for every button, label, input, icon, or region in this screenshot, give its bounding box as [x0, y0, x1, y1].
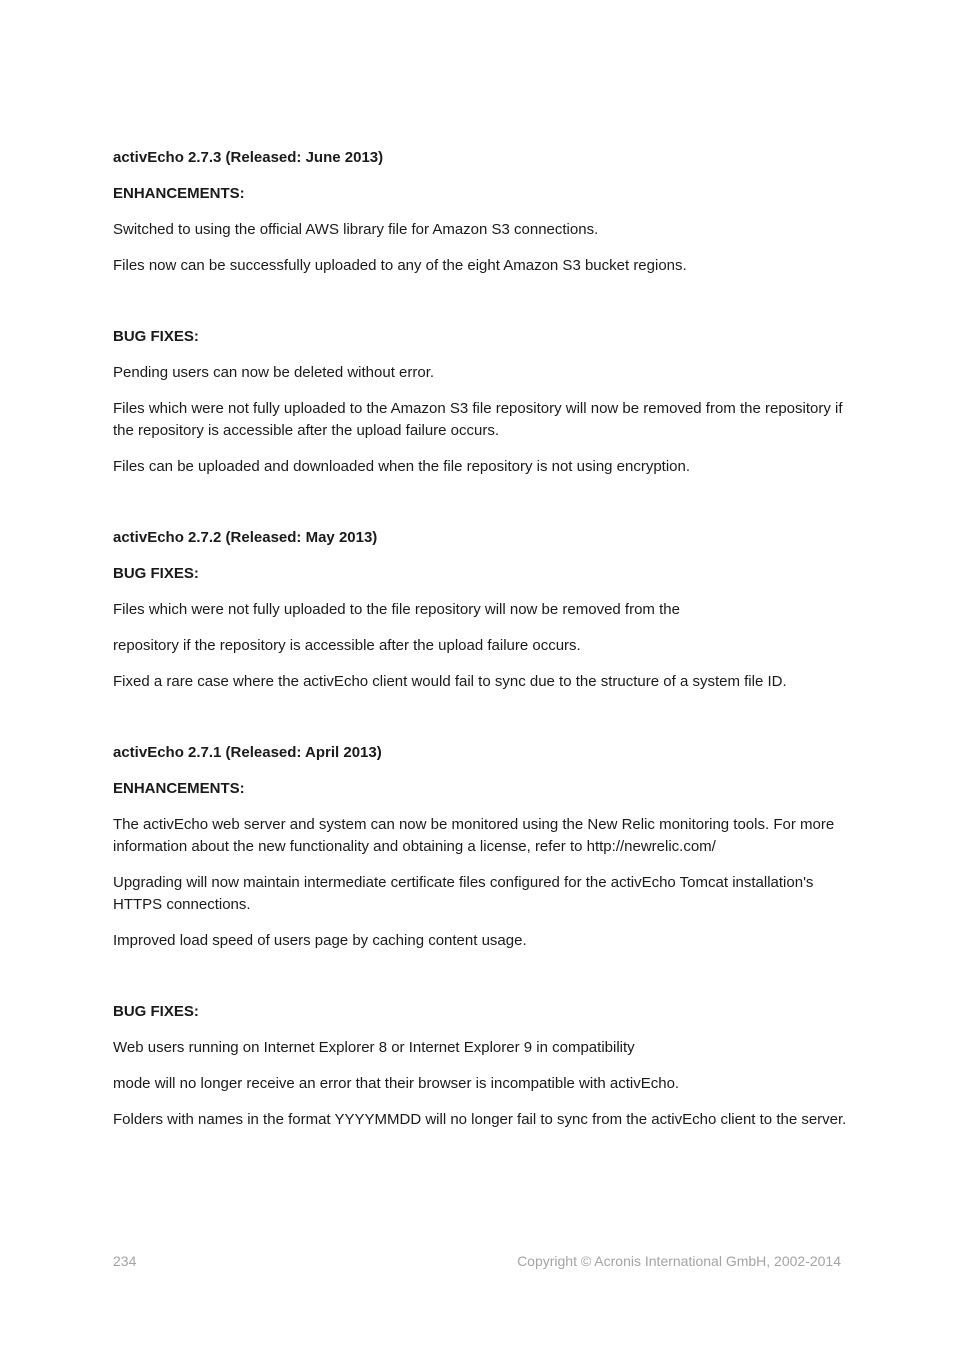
bug-fix-item: Fixed a rare case where the activEcho client would fail to sync due to the structure of a system file ID. — [113, 673, 787, 690]
page-content — [113, 147, 848, 1145]
enhancement-item: Upgrading will now maintain intermediate certificate files configured for the activEcho Tomcat installation's HTTPS connections. — [113, 874, 814, 913]
release-heading: activEcho 2.7.1 (Released: April 2013) — [113, 744, 382, 761]
enhancements-label: ENHANCEMENTS: — [113, 780, 245, 797]
bug-fix-item: Pending users can now be deleted without error. — [113, 364, 435, 381]
release-heading: activEcho 2.7.2 (Released: May 2013) — [113, 529, 378, 546]
bug-fix-item: Files which were not fully uploaded to the file repository will now be removed from the — [113, 601, 680, 618]
page-footer — [113, 1251, 841, 1271]
enhancement-item: Switched to using the official AWS library file for Amazon S3 connections. — [113, 221, 599, 238]
release-section-2-7-3 — [113, 147, 848, 478]
copyright-notice: Copyright © Acronis International GmbH, 2002-2014 — [517, 1253, 841, 1269]
bug-fix-item: Files which were not fully uploaded to the Amazon S3 file repository will now be removed from the repository if the repository is accessible after the upload failure occurs. — [113, 400, 843, 439]
bug-fixes-label: BUG FIXES: — [113, 565, 199, 582]
bug-fixes-label: BUG FIXES: — [113, 1003, 199, 1020]
page-number: 234 — [113, 1253, 137, 1269]
release-section-2-7-2 — [113, 527, 848, 693]
release-heading: activEcho 2.7.3 (Released: June 2013) — [113, 149, 384, 166]
enhancements-label: ENHANCEMENTS: — [113, 185, 245, 202]
release-section-2-7-1 — [113, 742, 848, 1131]
enhancement-item: The activEcho web server and system can now be monitored using the New Relic monitoring tools. For more information about the new functionality and obtaining a license, refer to http://newrelic.com/ — [113, 816, 835, 855]
bug-fix-item: Web users running on Internet Explorer 8 or Internet Explorer 9 in compatibility — [113, 1039, 635, 1056]
bug-fix-item: mode will no longer receive an error that their browser is incompatible with activEcho. — [113, 1075, 680, 1092]
bug-fix-item: Folders with names in the format YYYYMMDD will no longer fail to sync from the activEcho client to the server. — [113, 1111, 847, 1128]
bug-fix-item: repository if the repository is accessible after the upload failure occurs. — [113, 637, 581, 654]
bug-fix-item: Files can be uploaded and downloaded when the file repository is not using encryption. — [113, 458, 691, 475]
enhancement-item: Files now can be successfully uploaded to any of the eight Amazon S3 bucket regions. — [113, 257, 687, 274]
bug-fixes-label: BUG FIXES: — [113, 328, 199, 345]
enhancement-item: Improved load speed of users page by caching content usage. — [113, 932, 527, 949]
